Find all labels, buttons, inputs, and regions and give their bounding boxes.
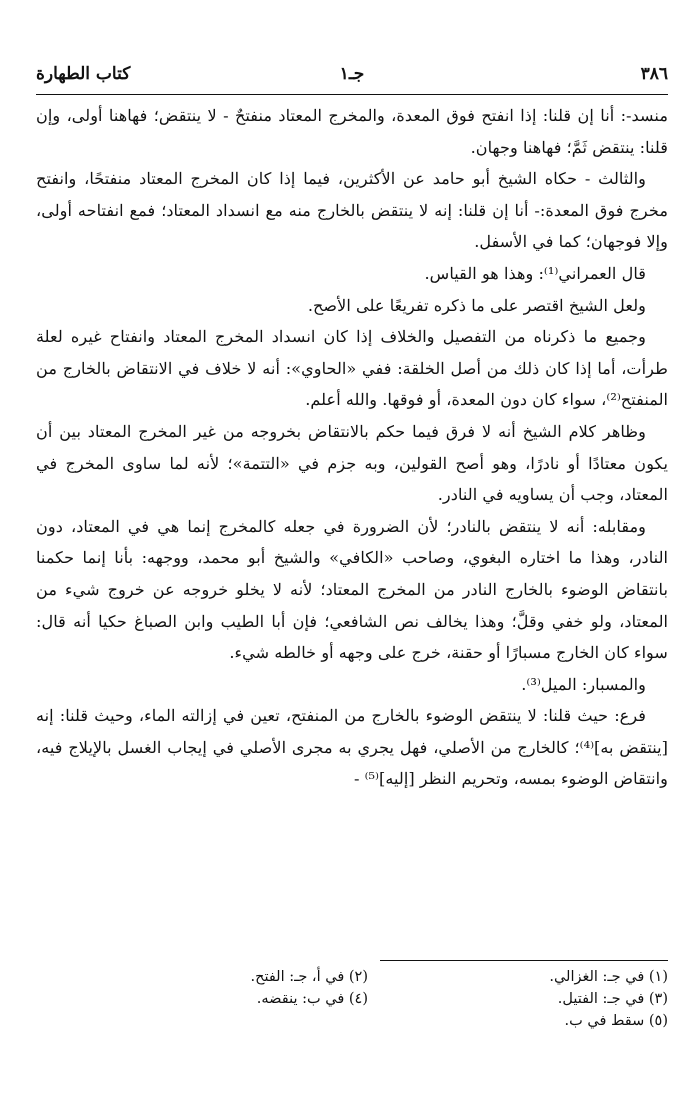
paragraph: ولعل الشيخ اقتصر على ما ذكره تفريعًا على الأصح. — [307, 295, 646, 315]
paragraph: وظاهر كلام الشيخ أنه لا فرق فيما حكم بالانتقاض بخروجه من غير المخرج المعتاد بين أن يكون معتادًا أو نادرًا، وهو أصح القولين، وبه جزم في «التتمة»؛ لأنه لما ساوى المخرج في المعتاد، وجب أن يساويه في النادر. — [36, 421, 668, 505]
paragraph: ومقابله: أنه لا ينتقض بالنادر؛ لأن الضرورة في جعله كالمخرج إنما هي في المعتاد، دون النادر، وهذا ما اختاره البغوي، وصاحب «الكافي» والشيخ أبو محمد، ووجهه: بأنا إنما حكمنا بانتقاض الوضوء بالخارج النادر من المخرج المعتاد؛ لأنه لا يخلو خروجه عن خروج شيء من المعتاد، ولو خفي وقلَّ؛ وهذا يخالف نص الشافعي؛ فإن أبا الطيب وابن الصباغ حكيا أنه قال: سواء كان الخارج مسبارًا أو حقنة، خرج على وجهه أو خالطه شيء. — [36, 516, 668, 663]
footnote-2: (٢) في أ، جـ: الفتح. — [250, 969, 368, 985]
footnotes — [36, 966, 668, 1032]
footnote-5: (٥) سقط في ب. — [564, 1013, 668, 1029]
footnote-3: (٣) في جـ: الفتيل. — [557, 991, 668, 1007]
paragraph: وجميع ما ذكرناه من التفصيل والخلاف إذا كان انسداد المخرج المعتاد وانفتاح غيره لعلة طرأت، أما إذا كان ذلك من أصل الخلقة: ففي «الحاوي»: أنه لا خلاف في الانتقاض بالخارج من المنفتح⁽²⁾، سواء كان دون المعدة، أو فوقها. والله أعلم. — [36, 327, 668, 410]
volume-label: جـ١ — [339, 64, 365, 84]
paragraph: منسد-: أنا إن قلنا: إذا انفتح فوق المعدة، والمخرج المعتاد منفتحٌ - لا ينتقض؛ فهاهنا أولى، وإن قلنا: ينتقض ثَمَّ؛ فهاهنا وجهان. — [36, 106, 668, 157]
paragraph: قال العمراني⁽¹⁾: وهذا هو القياس. — [424, 263, 646, 283]
footnote-divider — [380, 960, 668, 961]
paragraph: فرع: حيث قلنا: لا ينتقض الوضوء بالخارج من المنفتح، تعين في إزالته الماء، وحيث قلنا: إنه [ينتقض به]⁽⁴⁾؛ كالخارج من الأصلي، فهل يجري به مجرى الأصلي في إيجاب الغسل بالإيلاج فيه، وانتقاض الوضوء بمسه، وتحريم النظر [إليه]⁽⁵⁾ - — [36, 706, 668, 789]
page-number: ٣٨٦ — [640, 64, 668, 84]
main-text — [36, 100, 668, 795]
header-divider — [36, 94, 668, 95]
footnote-1: (١) في جـ: الغزالي. — [549, 969, 668, 985]
paragraph: والثالث - حكاه الشيخ أبو حامد عن الأكثرين، فيما إذا كان المخرج المعتاد منفتحًا، وانفتح مخرج فوق المعدة:- أنا إن قلنا: إنه لا ينتقض بالخارج منه مع انسداد المعتاد؛ فمع انفتاحه أولى، وإلا فوجهان؛ كما في الأسفل. — [36, 169, 668, 252]
footnote-4: (٤) في ب: ينقضه. — [256, 991, 368, 1007]
paragraph: والمسبار: الميل⁽³⁾. — [521, 674, 646, 694]
page-header — [36, 56, 668, 92]
book-title: كتاب الطهارة — [36, 64, 131, 84]
